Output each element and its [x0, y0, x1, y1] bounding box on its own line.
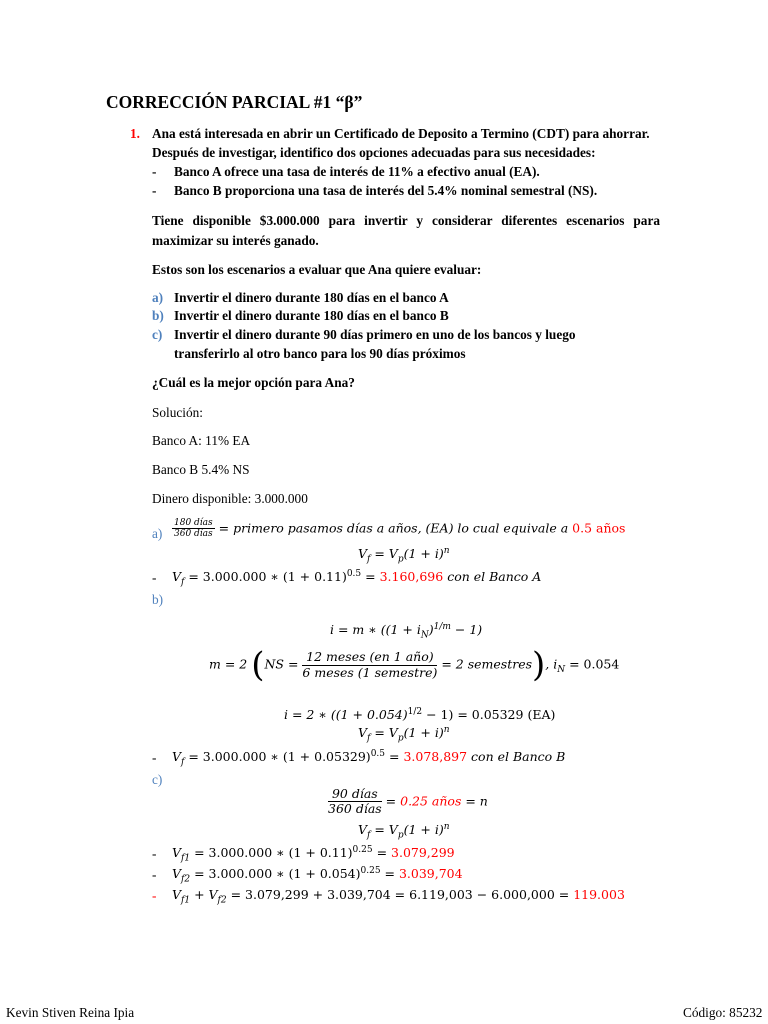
- result-value: 3.160,696: [379, 569, 444, 585]
- scenario-b-text: Invertir el dinero durante 180 días en el banco B: [174, 308, 449, 323]
- future-value-formula: $V_f = V_p(1 + i)^n$: [358, 822, 450, 841]
- scenario-a-letter: a): [152, 290, 164, 305]
- result-exponent: 0.5: [346, 569, 362, 579]
- vf2-value: 3.039,704: [398, 866, 463, 882]
- footer-author: Kevin Stiven Reina Ipia: [6, 1005, 135, 1020]
- bullet-dash: -: [152, 888, 157, 903]
- scenario-a-text: Invertir el dinero durante 180 días en el banco A: [174, 290, 449, 305]
- problem-number: 1.: [130, 126, 140, 141]
- solution-a-result: $V_f = 3.000.000$ ∗ $(1 + 0.11)^{0.5} = 3.160,696$ con el Banco A: [172, 569, 542, 588]
- bullet-dash: -: [152, 867, 157, 882]
- fraction-numerator: 12 meses (en 1 año): [302, 650, 437, 665]
- scenario-b-letter: b): [152, 308, 164, 323]
- rate-calculation: i = 2 ∗ $((1 + 0.054)^{1/2} - 1) = 0.05329$ (EA): [284, 707, 556, 723]
- scenario-c-letter: c): [152, 327, 163, 342]
- ns-label: NS =: [264, 656, 299, 672]
- vf1-value: 3.079,299: [391, 845, 455, 861]
- calc-pre: i = 2 ∗ ((1 + 0.054): [284, 707, 408, 723]
- scenario-c-text-cont: transferirlo al otro banco para los 90 días próximos: [174, 346, 466, 361]
- result-tail: con el Banco A: [447, 569, 542, 585]
- solution-b-result: $V_f = 3.000.000$ ∗ $(1 + 0.05329)^{0.5} = 3.078,897$ con el Banco B: [172, 749, 566, 768]
- bank-b-rate: Banco B 5.4% NS: [152, 462, 250, 477]
- result-tail: con el Banco B: [471, 749, 566, 765]
- future-value-formula: $V_f = V_p(1 + i)^n$: [358, 725, 450, 744]
- m-definition: m = 2 (NS = $\frac{\text{12 meses (en 1 año)}}{\text{6 meses (1 semestre)}}$ = 2 semestres), $i_N = 0.054$: [209, 645, 620, 685]
- fraction-denominator: 360 días: [328, 801, 382, 817]
- years-value: 0.25 años: [400, 793, 462, 809]
- rate-conversion-formula: i = m ∗ $((1 + i_N)^{1/m} - 1)$: [330, 622, 483, 641]
- result-lhs: = 3.000.000 ∗ (1 + 0.11): [188, 569, 347, 585]
- conversion-pre: i = m ∗ ((1 + i: [330, 622, 421, 638]
- fraction-denominator: 6 meses (1 semestre): [302, 664, 438, 680]
- vf2-lhs: = 3.000.000 ∗ (1 + 0.054): [194, 866, 361, 882]
- bullet-dash: -: [152, 164, 157, 179]
- days-fraction-line: $\frac{\text{90 días}}{\text{360 días}}$ = 0.25 años = n: [328, 786, 488, 817]
- calc-post: − 1) = 0.05329 (EA): [426, 707, 556, 723]
- bullet-dash: -: [152, 750, 157, 765]
- sum-text: = 3.079,299 + 3.039,704 = 6.119,003 − 6.000,000 =: [230, 887, 574, 902]
- footer-code: Código: 85232: [683, 1005, 763, 1020]
- result-lhs: = 3.000.000 ∗ (1 + 0.05329): [188, 749, 371, 765]
- fraction-denominator: 360 días: [174, 529, 213, 540]
- vf2-exponent: 0.25: [360, 866, 381, 876]
- bullet-bank-b: Banco B proporciona una tasa de interés del 5.4% nominal semestral (NS).: [174, 183, 598, 198]
- solution-c-letter: c): [152, 772, 163, 787]
- bullet-dash: -: [152, 846, 157, 861]
- vf1-lhs: = 3.000.000 ∗ (1 + 0.11): [194, 845, 353, 861]
- semestres-text: = 2 semestres: [441, 656, 533, 672]
- scenarios-intro: Estos son los escenarios a evaluar que Ana quiere evaluar:: [152, 262, 482, 277]
- solution-a-text: = primero pasamos días a años, (EA) lo cual equivale a: [218, 520, 573, 536]
- sum-line: $V_{f1} + V_{f2} = 3.079,299 + 3.039,704 = 6.119,003 - 6.000,000 = 119.003$: [172, 887, 625, 906]
- result-value: 3.078,897: [403, 749, 468, 765]
- bullet-dash: -: [152, 570, 157, 585]
- budget-paragraph: Tiene disponible $3.000.000 para invertir y considerar diferentes escenarios para maximizar su interés ganado.: [152, 213, 660, 248]
- days-fraction: [172, 518, 215, 540]
- vf2-line: $V_{f2} = 3.000.000$ ∗ $(1 + 0.054)^{0.25} = 3.039,704$: [172, 866, 463, 885]
- solution-a-line: [172, 518, 625, 540]
- sum-value: 119.003: [573, 887, 625, 902]
- days-fraction: [328, 787, 382, 817]
- money-available: Dinero disponible: 3.000.000: [152, 491, 308, 506]
- bullet-dash: -: [152, 183, 157, 198]
- bank-a-rate: Banco A: 11% EA: [152, 433, 251, 448]
- bullet-bank-a: Banco A ofrece una tasa de interés de 11% a efectivo anual (EA).: [174, 164, 540, 179]
- months-fraction: [302, 650, 437, 680]
- solution-label: Solución:: [152, 405, 203, 420]
- years-value: 0.5 años: [572, 520, 626, 536]
- solution-b-letter: b): [152, 592, 164, 607]
- conversion-post: − 1): [454, 622, 483, 638]
- page-title: CORRECCIÓN PARCIAL #1 “β”: [106, 92, 363, 112]
- vf1-exponent: 0.25: [352, 845, 373, 855]
- in-value: = 0.054: [569, 656, 620, 672]
- vf1-line: $V_{f1} = 3.000.000$ ∗ $(1 + 0.11)^{0.25} = 3.079,299$: [172, 845, 455, 864]
- question: ¿Cuál es la mejor opción para Ana?: [152, 375, 355, 390]
- n-equals: = n: [465, 793, 488, 809]
- result-exponent: 0.5: [370, 749, 386, 759]
- scenario-c-text: Invertir el dinero durante 90 días primero en uno de los bancos y luego: [174, 327, 576, 342]
- in-label: , i: [545, 656, 558, 672]
- fraction-numerator: 90 días: [328, 787, 382, 802]
- problem-intro-line1: Ana está interesada en abrir un Certificado de Deposito a Termino (CDT) para ahorrar.: [152, 126, 650, 141]
- problem-intro-line2: Después de investigar, identifico dos opciones adecuadas para sus necesidades:: [152, 145, 596, 160]
- future-value-formula: $V_f = V_p(1 + i)^n$: [358, 546, 450, 565]
- fraction-numerator: 180 días: [174, 518, 213, 528]
- solution-a-letter: a): [152, 526, 163, 541]
- m-label: m = 2: [209, 656, 248, 672]
